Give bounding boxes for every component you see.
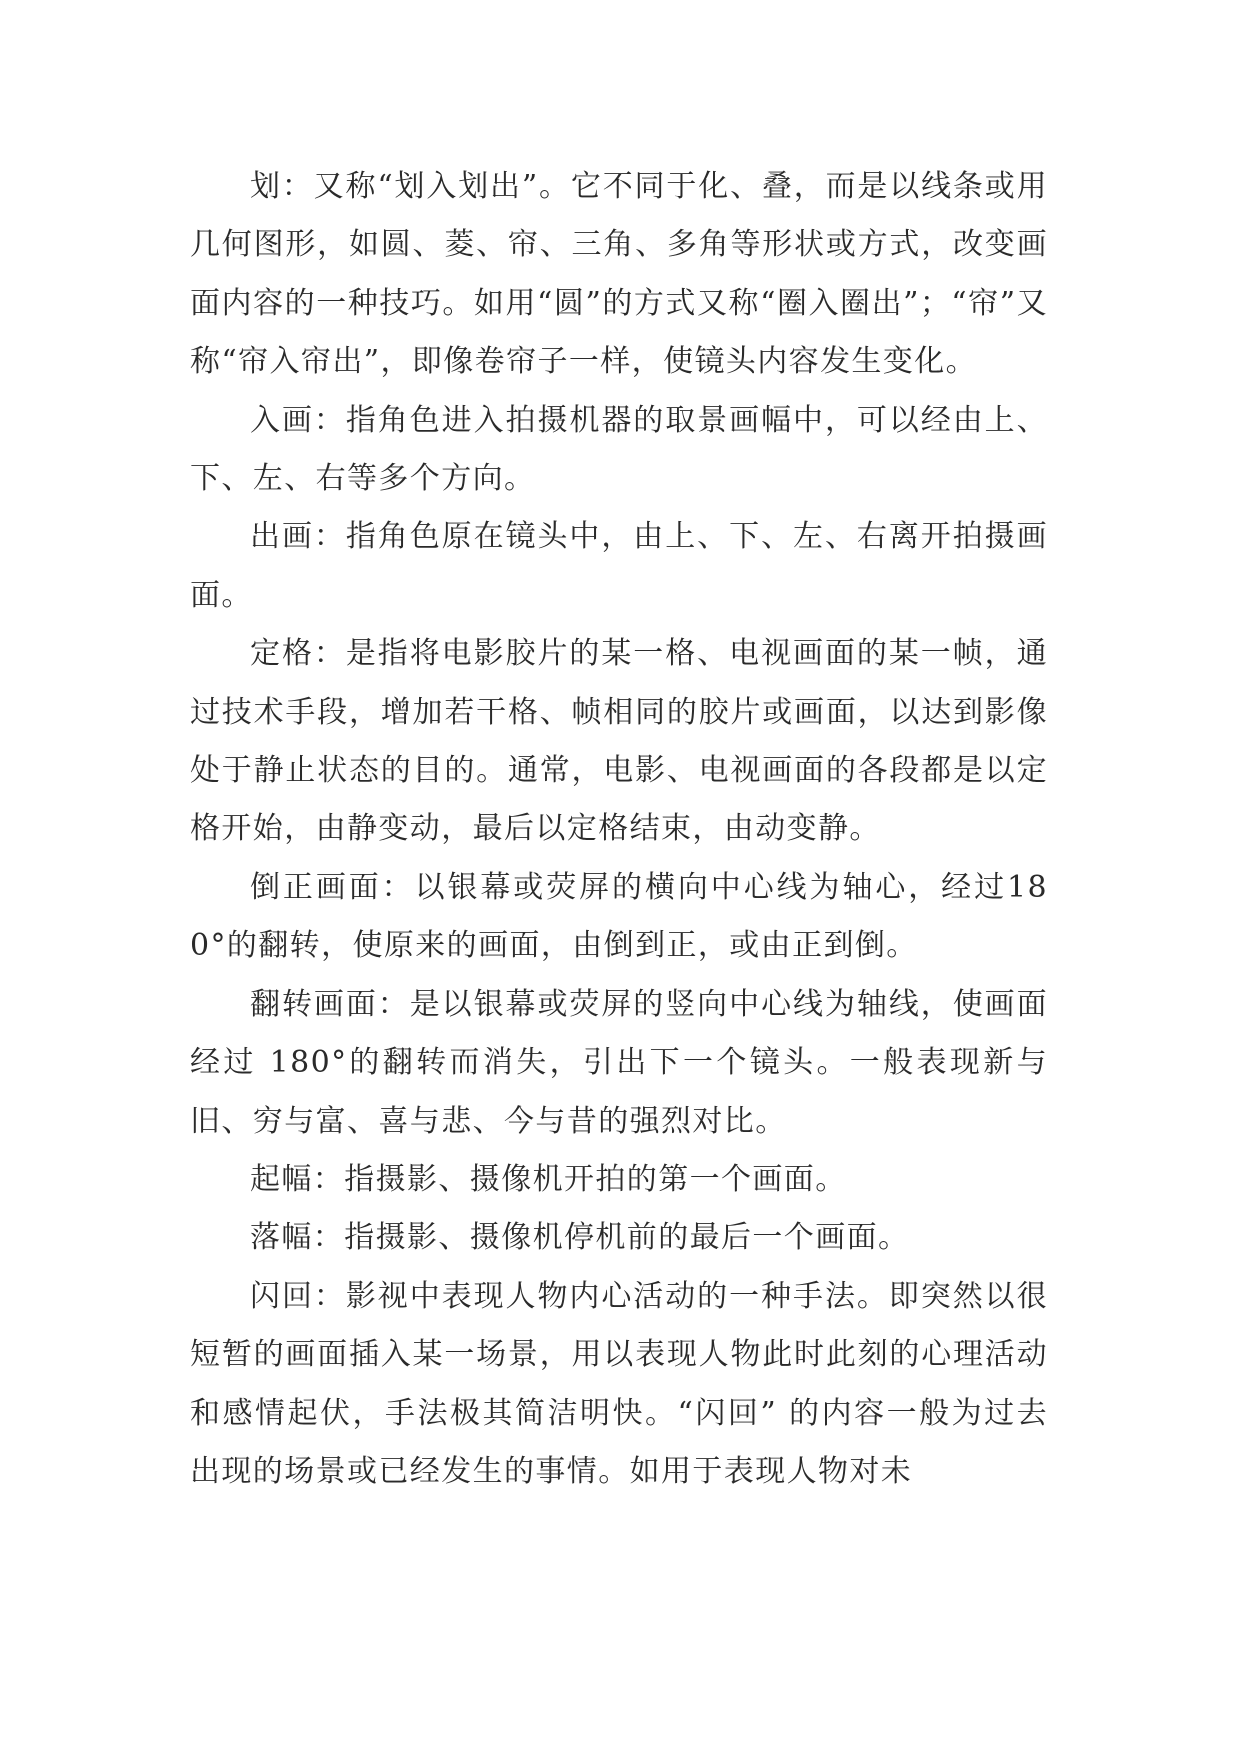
- paragraph-start-frame: 起幅：指摄影、摄像机开拍的第一个画面。: [250, 1161, 847, 1197]
- paragraph-flip-picture: 翻转画面：是以银幕或荧屏的竖向中心线为轴线，使画面经过 180°的翻转而消失，引出下一个镜头。一般表现新与旧、穷与富、喜与悲、今与昔的强烈对比。: [190, 986, 1048, 1139]
- paragraph-flashback: 闪回：影视中表现人物内心活动的一种手法。即突然以很短暂的画面插入某一场景，用以表现人物此时此刻的心理活动和感情起伏，手法极其简洁明快。“闪回” 的内容一般为过去出现的场景或已经发生的事情。如用于表现人物对未: [190, 1278, 1048, 1489]
- paragraph-wipe: 划：又称“划入划出”。它不同于化、叠，而是以线条或用几何图形，如圆、菱、帘、三角、多角等形状或方式，改变画面内容的一种技巧。如用“圆”的方式又称“圈入圈出”；“帘”又称“帘入帘出”，即像卷帘子一样，使镜头内容发生变化。: [190, 169, 1048, 380]
- paragraph-end-frame: 落幅：指摄影、摄像机停机前的最后一个画面。: [250, 1220, 910, 1256]
- document-page: [190, 158, 1048, 1501]
- paragraph-freeze-frame: 定格：是指将电影胶片的某一格、电视画面的某一帧，通过技术手段，增加若干格、帧相同的胶片或画面，以达到影像处于静止状态的目的。通常，电影、电视画面的各段都是以定格开始，由静变动，最后以定格结束，由动变静。: [190, 636, 1048, 847]
- paragraph-frame-in: 入画：指角色进入拍摄机器的取景画幅中，可以经由上、下、左、右等多个方向。: [190, 402, 1048, 497]
- paragraph-invert-picture: 倒正画面：以银幕或荧屏的横向中心线为轴心，经过180°的翻转，使原来的画面，由倒到正，或由正到倒。: [190, 869, 1048, 964]
- paragraph-frame-out: 出画：指角色原在镜头中，由上、下、左、右离开拍摄画面。: [190, 519, 1048, 613]
